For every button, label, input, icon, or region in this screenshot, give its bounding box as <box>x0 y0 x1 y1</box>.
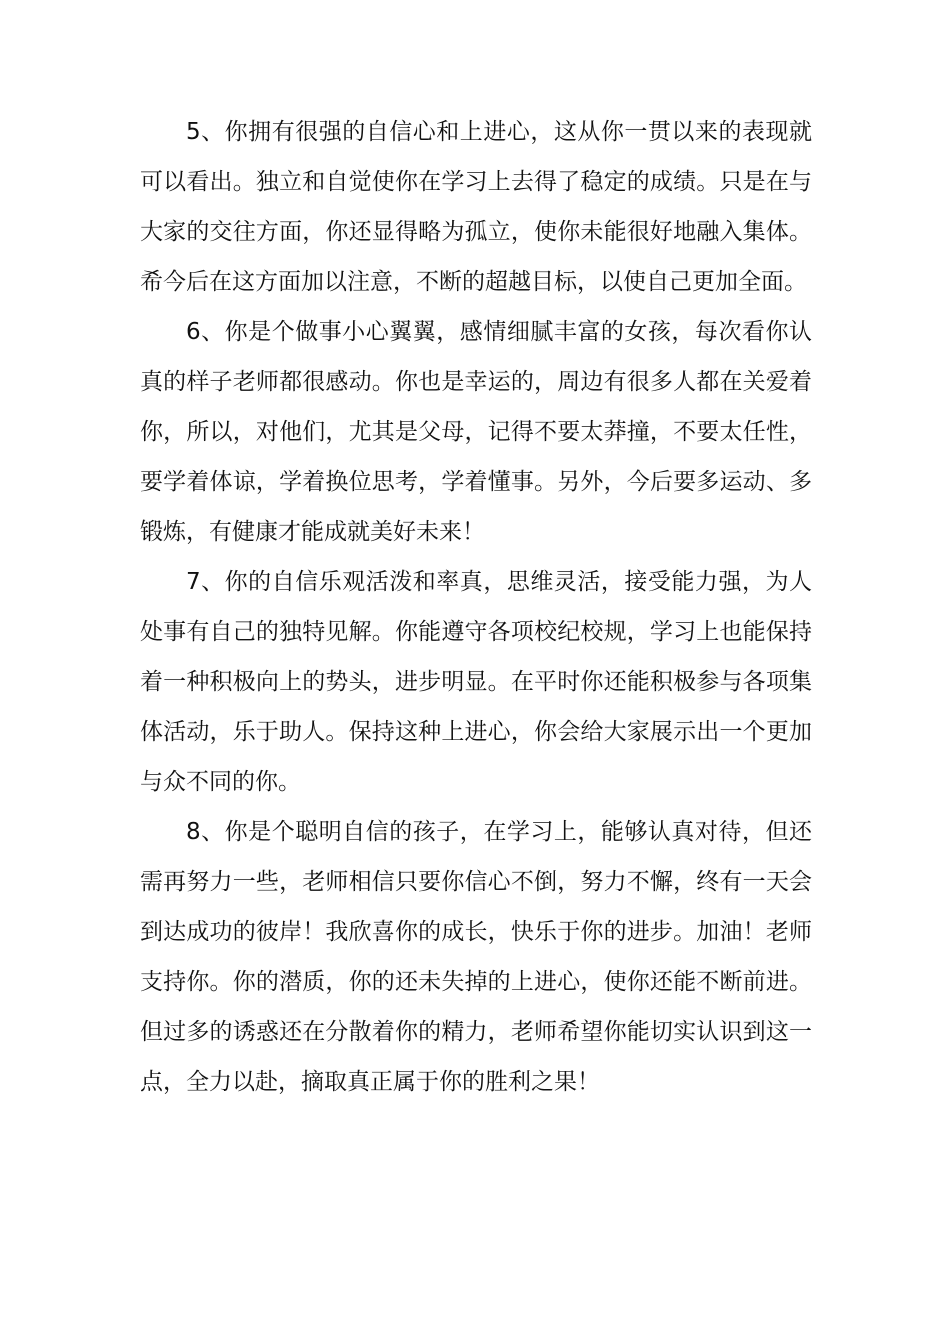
comment-paragraph-8: 8、你是个聪明自信的孩子，在学习上，能够认真对待，但还需再努力一些，老师相信只要你信心不倒，努力不懈，终有一天会到达成功的彼岸！我欣喜你的成长，快乐于你的进步。加油！老师支持你。你的潜质，你的还未失掉的上进心，使你还能不断前进。但过多的诱惑还在分散着你的精力，老师希望你能切实认识到这一点，全力以赴，摘取真正属于你的胜利之果！ <box>140 819 812 1095</box>
comment-paragraph-5: 5、你拥有很强的自信心和上进心，这从你一贯以来的表现就可以看出。独立和自觉使你在学习上去得了稳定的成绩。只是在与大家的交往方面，你还显得略为孤立，使你未能很好地融入集体。希今后在这方面加以注意，不断的超越目标，以使自己更加全面。 <box>140 119 812 295</box>
comment-paragraph-7: 7、你的自信乐观活泼和率真，思维灵活，接受能力强，为人处事有自己的独特见解。你能遵守各项校纪校规，学习上也能保持着一种积极向上的势头，进步明显。在平时你还能积极参与各项集体活动，乐于助人。保持这种上进心，你会给大家展示出一个更加与众不同的你。 <box>140 569 812 795</box>
document-body <box>140 107 812 1107</box>
comment-paragraph-6: 6、你是个做事小心翼翼，感情细腻丰富的女孩，每次看你认真的样子老师都很感动。你也是幸运的，周边有很多人都在关爱着你，所以，对他们，尤其是父母，记得不要太莽撞，不要太任性，要学着体谅，学着换位思考，学着懂事。另外，今后要多运动、多锻炼，有健康才能成就美好未来！ <box>140 319 812 545</box>
